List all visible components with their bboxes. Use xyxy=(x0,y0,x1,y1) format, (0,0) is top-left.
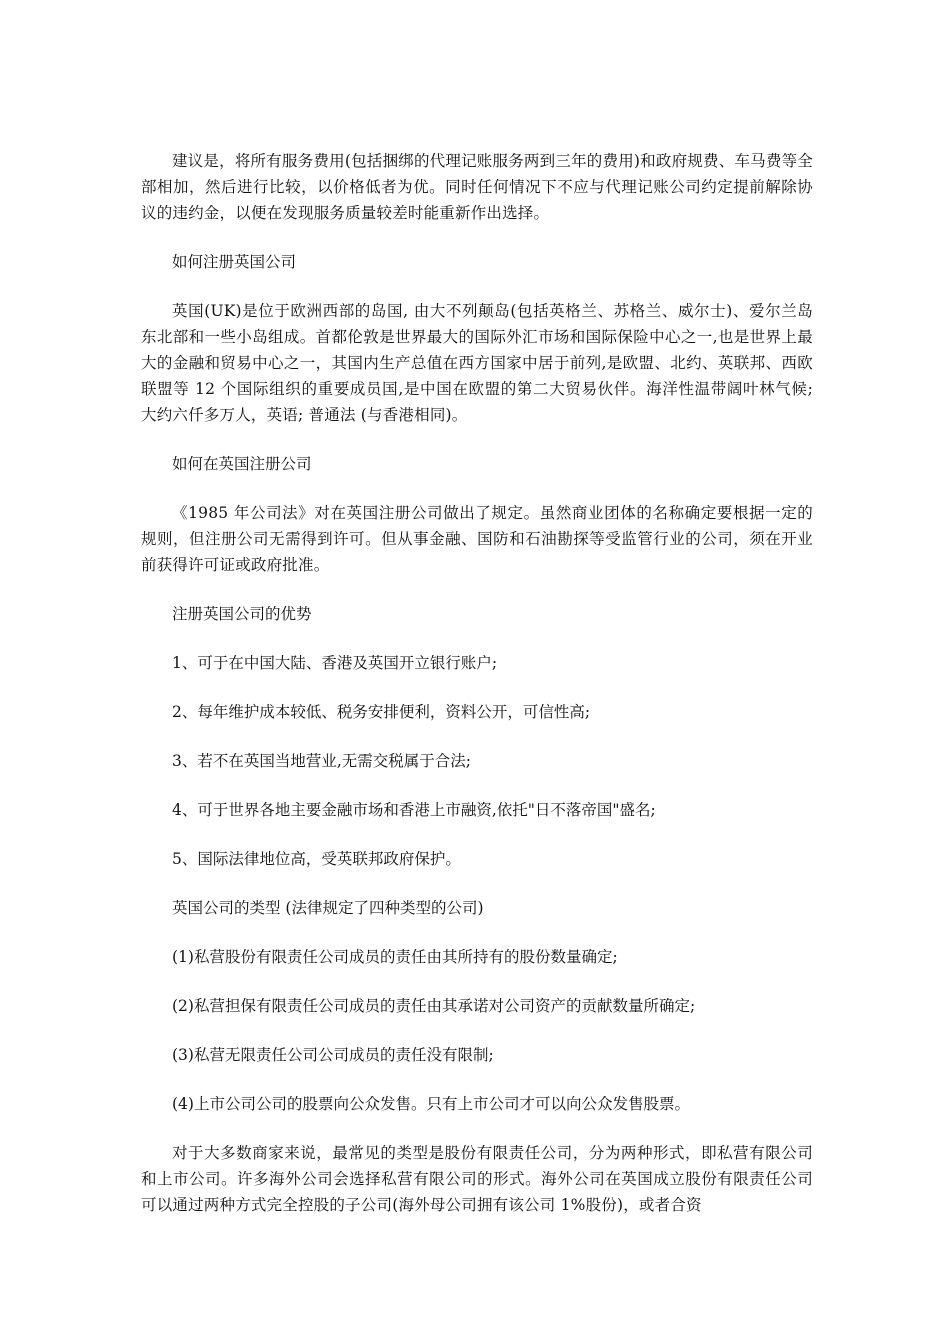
document-body xyxy=(141,148,813,1241)
paragraph-fee-advice: 建议是，将所有服务费用(包括捆绑的代理记账服务两到三年的费用)和政府规费、车马费等全部相加，然后进行比较，以价格低者为优。同时任何情况下不应与代理记账公司约定提前解除协议的违约金，以便在发现服务质量较差时能重新作出选择。 xyxy=(141,152,813,222)
advantage-item-3: 3、若不在英国当地营业,无需交税属于合法; xyxy=(172,752,472,770)
paragraph-companies-act: 《1985 年公司法》对在英国注册公司做出了规定。虽然商业团体的名称确定要根据一定的规则，但注册公司无需得到许可。但从事金融、国防和石油勘探等受监管行业的公司，须在开业前获得许可证或政府批准。 xyxy=(141,504,813,574)
company-type-item-1: (1)私营股份有限责任公司成员的责任由其所持有的股份数量确定; xyxy=(172,948,618,966)
company-type-item-2: (2)私营担保有限责任公司成员的责任由其承诺对公司资产的贡献数量所确定; xyxy=(172,997,696,1015)
heading-how-to-register-in-uk: 如何在英国注册公司 xyxy=(172,455,312,473)
company-type-item-4: (4)上市公司公司的股票向公众发售。只有上市公司才可以向公众发售股票。 xyxy=(172,1095,690,1113)
advantage-item-5: 5、国际法律地位高，受英联邦政府保护。 xyxy=(172,850,461,868)
advantage-item-2: 2、每年维护成本较低、税务安排便利，资料公开，可信性高; xyxy=(172,703,591,721)
heading-company-types: 英国公司的类型 (法律规定了四种类型的公司) xyxy=(172,899,484,917)
paragraph-uk-overview: 英国(UK)是位于欧洲西部的岛国, 由大不列颠岛(包括英格兰、苏格兰、威尔士)、爱尔兰岛东北部和一些小岛组成。首都伦敦是世界最大的国际外汇市场和国际保险中心之一,也是世界上最大的金融和贸易中心之一，其国内生产总值在西方国家中居于前列,是欧盟、北约、英联邦、西欧联盟等 12 个国际组织的重要成员国,是中国在欧盟的第二大贸易伙伴。海洋性温带阔叶林气候; 大约六仟多万人，英语; 普通法 (与香港相同)。 xyxy=(141,302,813,424)
heading-advantages: 注册英国公司的优势 xyxy=(172,605,312,623)
company-type-item-3: (3)私营无限责任公司公司成员的责任没有限制; xyxy=(172,1046,494,1064)
advantage-item-4: 4、可于世界各地主要金融市场和香港上市融资,依托"日不落帝国"盛名; xyxy=(172,801,656,819)
advantage-item-1: 1、可于在中国大陆、香港及英国开立银行账户; xyxy=(172,654,498,672)
paragraph-common-company-type: 对于大多数商家来说，最常见的类型是股份有限责任公司，分为两种形式，即私营有限公司和上市公司。许多海外公司会选择私营有限公司的形式。海外公司在英国成立股份有限责任公司可以通过两种方式完全控股的子公司(海外母公司拥有该公司 1%股份)，或者合资 xyxy=(141,1144,813,1214)
heading-how-to-register-uk-company: 如何注册英国公司 xyxy=(172,253,297,271)
